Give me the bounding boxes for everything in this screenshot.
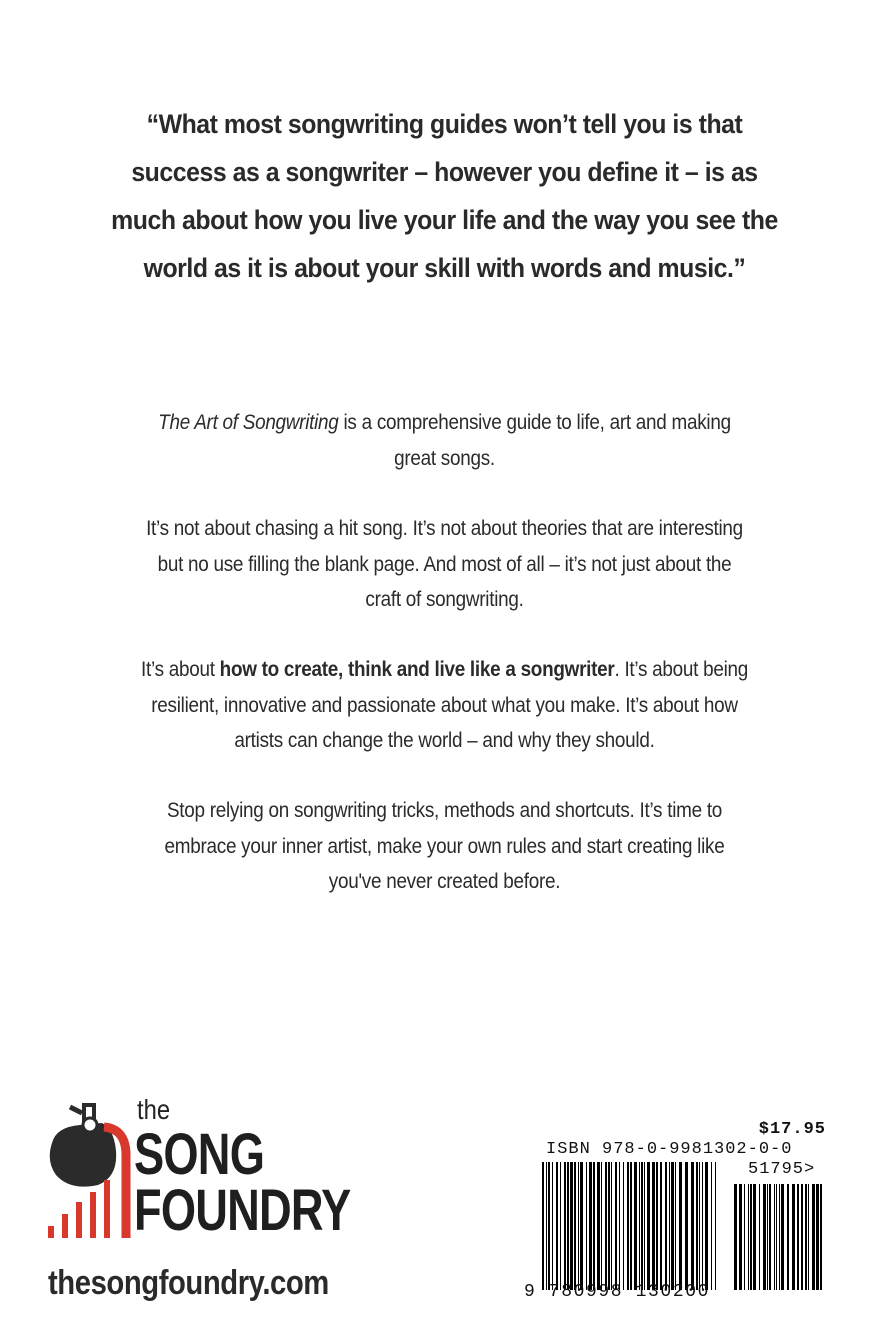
barcode-bar xyxy=(580,1162,583,1290)
barcode-bar xyxy=(589,1162,592,1290)
barcode-bar xyxy=(574,1162,576,1290)
barcode-bar xyxy=(660,1162,662,1290)
publisher-logo xyxy=(42,1095,352,1255)
barcode-bar xyxy=(739,1184,742,1290)
barcode-bar xyxy=(542,1162,544,1290)
barcode-bar xyxy=(748,1184,749,1290)
barcode-bar xyxy=(812,1184,815,1290)
barcode-bar xyxy=(564,1162,566,1290)
isbn-label: ISBN 978-0-9981302-0-0 xyxy=(546,1140,793,1159)
barcode-bar xyxy=(560,1162,561,1290)
text: craft of songwriting. xyxy=(365,588,524,611)
barcode-bar xyxy=(548,1162,550,1290)
barcode-bar xyxy=(671,1162,674,1290)
barcode-bar xyxy=(696,1162,698,1290)
barcode-bar xyxy=(619,1162,620,1290)
logo-the-text: the xyxy=(137,1094,171,1125)
barcode-bar xyxy=(779,1184,780,1290)
barcode-bar xyxy=(570,1162,573,1290)
book-title: The Art of Songwriting xyxy=(158,411,339,434)
barcode-bar xyxy=(776,1184,777,1290)
text: It’s not about chasing a hit song. It’s not about theories that are interesting xyxy=(146,517,743,540)
back-cover-quote xyxy=(91,100,798,292)
barcode-bar xyxy=(601,1162,602,1290)
barcode-bar xyxy=(665,1162,667,1290)
text: resilient, innovative and passionate about what you make. It’s about how xyxy=(151,693,738,717)
barcode-bar xyxy=(797,1184,799,1290)
barcode-bar xyxy=(781,1184,784,1290)
description-paragraph-4 xyxy=(98,793,790,900)
barcode-bar xyxy=(769,1184,771,1290)
barcode-bar xyxy=(763,1184,766,1290)
isbn-barcode xyxy=(520,1118,840,1308)
quote-line: much about how you live your life and the way you see the xyxy=(111,205,778,235)
barcode-bar xyxy=(750,1184,752,1290)
barcode-bar xyxy=(567,1162,569,1290)
barcode-bar xyxy=(675,1162,676,1290)
barcode-bar xyxy=(753,1184,756,1290)
barcode-bar xyxy=(647,1162,650,1290)
text: artists can change the world – and why they should. xyxy=(234,729,655,752)
logo-song-text: SONG xyxy=(134,1122,265,1187)
description-paragraph-2 xyxy=(98,511,790,618)
barcode-bar xyxy=(593,1162,595,1290)
barcode-bar xyxy=(627,1162,629,1290)
barcode-bar xyxy=(669,1162,670,1290)
text: but no use filling the blank page. And most of all – it’s not just about the xyxy=(157,552,732,576)
barcode-bar xyxy=(702,1162,703,1290)
barcode-bar xyxy=(597,1162,600,1290)
text: is a comprehensive guide to life, art and making xyxy=(338,411,731,434)
barcode-bar xyxy=(639,1162,640,1290)
barcode-bar xyxy=(656,1162,658,1290)
barcode-bar xyxy=(679,1162,682,1290)
barcode-bar xyxy=(787,1184,789,1290)
text: great songs. xyxy=(394,446,495,470)
emphasis-text: how to create, think and live like a songwriter xyxy=(219,658,615,681)
barcode-bar xyxy=(774,1184,775,1290)
barcode-bar xyxy=(608,1162,610,1290)
text: embrace your inner artist, make your own rules and start creating like xyxy=(164,834,725,858)
barcode-bar xyxy=(759,1184,760,1290)
ean-number: 9 780998 130200 xyxy=(524,1282,711,1302)
barcode-bar xyxy=(805,1184,807,1290)
barcode-bar xyxy=(644,1162,645,1290)
barcode-bar xyxy=(615,1162,617,1290)
quote-line: “What most songwriting guides won’t tell you is that xyxy=(146,109,743,139)
barcode-bar xyxy=(685,1162,688,1290)
barcode-bar xyxy=(691,1162,694,1290)
barcode-bar xyxy=(605,1162,607,1290)
barcode-bar xyxy=(641,1162,643,1290)
publisher-website: thesongfoundry.com xyxy=(48,1264,329,1302)
barcode-bar xyxy=(820,1184,822,1290)
barcode-bar xyxy=(792,1184,795,1290)
text: you've never created before. xyxy=(328,870,561,893)
text: Stop relying on songwriting tricks, methods and shortcuts. It’s time to xyxy=(166,799,723,822)
barcode-bar xyxy=(734,1184,737,1290)
description-paragraph-1 xyxy=(98,405,790,476)
barcode-bar xyxy=(634,1162,637,1290)
barcode-bar xyxy=(552,1162,553,1290)
text: . It’s about being xyxy=(614,658,748,681)
barcode-bar xyxy=(808,1184,809,1290)
addon-number: 51795> xyxy=(748,1160,816,1179)
barcode-bar xyxy=(578,1162,579,1290)
barcode-bar xyxy=(699,1162,700,1290)
barcode-bar xyxy=(611,1162,612,1290)
barcode-bar xyxy=(546,1162,547,1290)
barcode-bar xyxy=(652,1162,655,1290)
quote-line: success as a songwriter – however you define it – is as xyxy=(131,157,758,187)
barcode-bar xyxy=(556,1162,558,1290)
description-paragraph-3 xyxy=(98,652,790,759)
barcode-bar xyxy=(767,1184,768,1290)
barcode-bar xyxy=(715,1162,716,1290)
barcode-bar xyxy=(630,1162,632,1290)
anvil-icon xyxy=(42,1095,142,1245)
barcode-bar xyxy=(705,1162,708,1290)
barcode-bar xyxy=(744,1184,745,1290)
barcode-bar xyxy=(623,1162,624,1290)
barcode-bar xyxy=(816,1184,819,1290)
quote-line: world as it is about your skill with words and music.” xyxy=(143,253,746,283)
text: It’s about xyxy=(141,658,220,681)
price-label: $17.95 xyxy=(758,1120,826,1139)
barcode-bar xyxy=(586,1162,587,1290)
logo-foundry-text: FOUNDRY xyxy=(134,1178,351,1243)
barcode-bar xyxy=(801,1184,803,1290)
barcode-bar xyxy=(711,1162,712,1290)
